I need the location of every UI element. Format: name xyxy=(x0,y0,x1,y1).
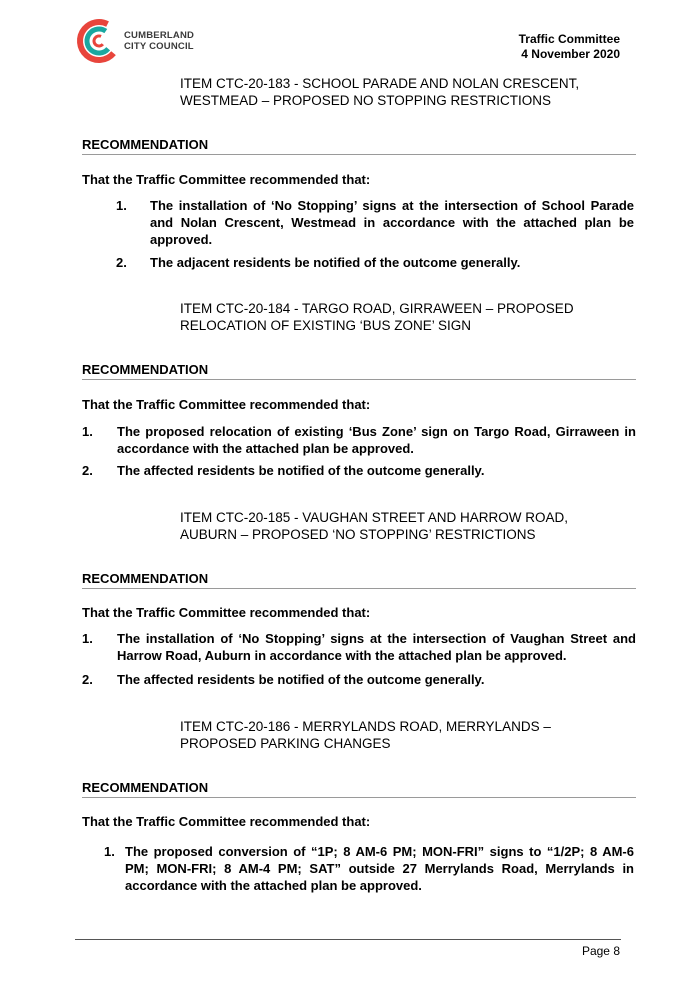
recommendation-heading: RECOMMENDATION xyxy=(82,362,636,380)
item-title-line: PROPOSED PARKING CHANGES xyxy=(180,736,391,751)
list-text: The installation of ‘No Stopping’ signs at the intersection of Vaughan Street and Harrow Road, Auburn in accordance with the attached plan be approved. xyxy=(117,631,636,663)
list-item xyxy=(82,423,636,457)
item-title-183 xyxy=(180,75,634,109)
list-text: The affected residents be notified of the outcome generally. xyxy=(117,672,485,687)
item-title-line: AUBURN – PROPOSED ‘NO STOPPING’ RESTRICTIONS xyxy=(180,527,536,542)
list-item xyxy=(82,630,636,664)
list-text: The installation of ‘No Stopping’ signs at the intersection of School Parade and Nolan Crescent, Westmead in accordance with the attached plan be approved. xyxy=(150,198,634,247)
list-number: 1. xyxy=(116,198,127,213)
recommendation-heading: RECOMMENDATION xyxy=(82,137,636,155)
recommendation-lead: That the Traffic Committee recommended that: xyxy=(82,605,371,620)
list-number: 2. xyxy=(116,255,127,270)
list-number: 1. xyxy=(104,844,115,859)
item-title-184 xyxy=(180,300,634,334)
page-number: Page 8 xyxy=(581,944,620,958)
meeting-date: 4 November 2020 xyxy=(521,47,620,61)
list-text: The adjacent residents be notified of the outcome generally. xyxy=(150,255,521,270)
committee-name: Traffic Committee xyxy=(518,32,620,46)
council-name-line1: CUMBERLAND xyxy=(124,30,195,41)
council-name-line2: CITY COUNCIL xyxy=(124,40,194,52)
list-text: The proposed relocation of existing ‘Bus Zone’ sign on Targo Road, Girraween in accordance with the attached plan be approved. xyxy=(117,424,636,456)
item-title-line: ITEM CTC-20-184 - TARGO ROAD, GIRRAWEEN – PROPOSED xyxy=(180,301,574,316)
list-item xyxy=(116,197,636,248)
council-name xyxy=(124,31,194,52)
list-text: The affected residents be notified of the outcome generally. xyxy=(117,463,485,478)
list-item xyxy=(82,671,636,688)
list-item xyxy=(104,843,636,894)
list-number: 2. xyxy=(82,463,93,478)
council-logo xyxy=(76,14,226,68)
list-item xyxy=(82,462,636,479)
document-header xyxy=(519,32,620,62)
list-number: 1. xyxy=(82,631,93,646)
item-title-line: ITEM CTC-20-186 - MERRYLANDS ROAD, MERRYLANDS – xyxy=(180,719,551,734)
item-title-186 xyxy=(180,718,634,752)
item-title-line: ITEM CTC-20-183 - SCHOOL PARADE AND NOLAN CRESCENT, xyxy=(180,76,580,91)
recommendation-lead: That the Traffic Committee recommended that: xyxy=(82,172,371,187)
list-number: 2. xyxy=(82,672,93,687)
list-item xyxy=(116,254,636,271)
footer-divider xyxy=(75,939,621,940)
recommendation-lead: That the Traffic Committee recommended that: xyxy=(82,397,371,412)
list-number: 1. xyxy=(82,424,93,439)
recommendation-lead: That the Traffic Committee recommended that: xyxy=(82,814,371,829)
recommendation-heading: RECOMMENDATION xyxy=(82,571,636,589)
recommendation-heading: RECOMMENDATION xyxy=(82,780,636,798)
item-title-line: WESTMEAD – PROPOSED NO STOPPING RESTRICTIONS xyxy=(180,93,552,108)
item-title-line: RELOCATION OF EXISTING ‘BUS ZONE’ SIGN xyxy=(180,318,472,333)
item-title-line: ITEM CTC-20-185 - VAUGHAN STREET AND HARROW ROAD, xyxy=(180,510,569,525)
item-title-185 xyxy=(180,509,634,543)
list-text: The proposed conversion of “1P; 8 AM-6 PM; MON-FRI” signs to “1/2P; 8 AM-6 PM; MON-FRI; 8 AM-4 PM; SAT” outside 27 Merrylands Road, Merrylands in accordance with the attached plan be approved. xyxy=(125,844,634,893)
council-logo-mark-icon xyxy=(76,14,122,68)
